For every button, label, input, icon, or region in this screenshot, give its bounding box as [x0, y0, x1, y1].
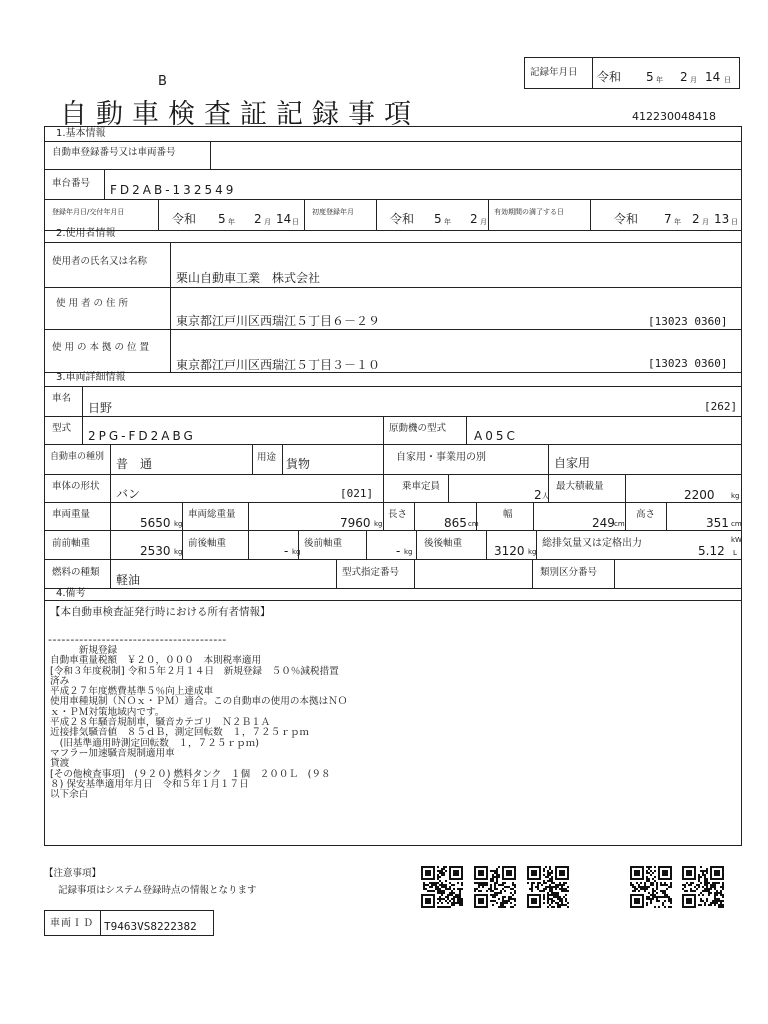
ff-axle: 2530 — [140, 544, 171, 558]
chassis-number: FD2AB-132549 — [110, 183, 237, 197]
remarks-line: 平成２８年騒音規制車，騒音カテゴリ Ｎ２Ｂ１Ａ — [50, 717, 271, 729]
model: 2PG-FD2ABG — [88, 429, 196, 443]
remarks-line: 使用車種規制（ＮＯｘ・ＰＭ）適合。この自動車の使用の本拠はＮＯ — [50, 696, 348, 708]
max-load: 2200 — [684, 488, 715, 502]
length-label: 長さ — [388, 509, 408, 520]
class-label: 類別区分番号 — [540, 567, 598, 578]
expiry-label: 有効期間の満了する日 — [494, 208, 564, 216]
first-reg-era: 令和 — [390, 212, 415, 226]
remarks-line: 以下余白 — [50, 789, 89, 801]
body-code: [021] — [340, 487, 374, 500]
record-date-year: 5 — [646, 70, 654, 84]
qr-code-2-icon — [474, 866, 516, 908]
width: 249 — [592, 516, 615, 530]
section-user: 2.使用者情報 — [56, 228, 116, 239]
maker-code: [262] — [704, 400, 738, 413]
fr-axle: - — [284, 544, 289, 558]
reg-date-label: 登録年月日/交付年月日 — [52, 208, 125, 216]
fr-axle-label: 前後軸重 — [188, 538, 227, 549]
qr-code-3-icon — [527, 866, 569, 908]
weight-label: 車両重量 — [52, 509, 91, 520]
record-date-era: 令和 — [597, 70, 622, 84]
type-designation-label: 型式指定番号 — [342, 567, 400, 578]
user-address: 東京都江戸川区西瑞江５丁目６－２９ — [176, 314, 381, 328]
gross-weight: 7960 — [340, 516, 371, 530]
expiry-era: 令和 — [614, 212, 639, 226]
engine-label: 原動機の型式 — [389, 423, 447, 434]
notes-heading: 【注意事項】 — [44, 868, 102, 879]
qr-code-1-icon — [421, 866, 463, 908]
remarks-dash-line: ---------------------------------------- — [48, 633, 227, 646]
remarks-line: [その他検査事項] (９２０) 燃料タンク １個 ２００Ｌ (９８ — [50, 768, 331, 780]
base-address: 東京都江戸川区西瑞江５丁目３－１０ — [176, 358, 381, 372]
rr-axle-label: 後後軸重 — [424, 538, 463, 549]
use: 貨物 — [286, 457, 311, 471]
fuel-label: 燃料の種類 — [52, 567, 100, 578]
displacement: 5.12 — [698, 544, 725, 558]
section-vehicle: 3.車両詳細情報 — [56, 372, 126, 383]
body-label: 車体の形状 — [52, 481, 100, 492]
remarks-line: 平成２７年度燃費基準５％向上達成車 — [50, 686, 214, 698]
rr-axle: 3120 — [494, 544, 525, 558]
remarks-line: マフラー加速騒音規制適用車 — [50, 747, 175, 759]
record-date-day: 14 — [705, 70, 721, 84]
displacement-label: 総排気量又は定格出力 — [542, 538, 642, 549]
notes-text: 記録事項はシステム登録時点の情報となります — [58, 885, 257, 896]
remarks-line: 新規登録 — [50, 645, 118, 656]
remarks-line: 貸渡 — [50, 758, 70, 770]
fuel-type: 軽油 — [116, 573, 141, 587]
section-remarks: 4.備考 — [56, 588, 86, 599]
kind-label: 自動車の種別 — [50, 452, 105, 462]
remarks-line: 近接排気騒音値 ８５ｄＢ，測定回転数 １，７２５ｒｐｍ — [50, 727, 310, 739]
body-shape: バン — [116, 487, 141, 501]
reg-no-label: 自動車登録番号又は車両番号 — [52, 147, 176, 158]
base-code: [13023 0360] — [648, 357, 728, 370]
remarks-line: 自動車重量税額 ￥２０，０００ 本則税率適用 — [50, 655, 262, 667]
engine-model: A05C — [474, 429, 518, 443]
record-date-month: 2 — [680, 70, 688, 84]
private-label: 自家用・事業用の別 — [396, 452, 486, 463]
capacity: 2 — [534, 488, 542, 502]
rf-axle-label: 後前軸重 — [304, 538, 343, 549]
section-basic: 1.基本情報 — [56, 128, 106, 139]
remarks-line: (旧基準適用時測定回転数 １，７２５ｒｐｍ) — [50, 737, 259, 749]
first-reg-label: 初度登録年月 — [312, 208, 354, 216]
private-use: 自家用 — [554, 456, 591, 470]
maker: 日野 — [88, 401, 113, 415]
height-label: 高さ — [636, 509, 656, 520]
remarks-line: [令和３年度税制] 令和５年２月１４日 新規登録 ５０％減税措置 — [50, 665, 339, 677]
user-address-code: [13023 0360] — [648, 315, 728, 328]
document-title: 自動車検査証記録事項 — [60, 99, 420, 130]
remarks-line: ８) 保安基準適用年月日 令和５年１月１７日 — [50, 778, 249, 790]
user-name-label: 使用者の氏名又は名称 — [52, 256, 148, 267]
capacity-label: 乗車定員 — [402, 481, 441, 492]
width-label: 幅 — [503, 509, 513, 520]
header-letter: B — [158, 74, 167, 89]
gross-label: 車両総重量 — [188, 509, 236, 520]
chassis-label: 車台番号 — [52, 178, 91, 189]
height: 351 — [706, 516, 729, 530]
document-number: 412230048418 — [632, 110, 716, 123]
model-label: 型式 — [52, 423, 72, 434]
use-label: 用途 — [257, 452, 277, 463]
remarks-line: ｘ・ＰＭ対策地域内です。 — [50, 706, 165, 718]
ff-axle-label: 前前軸重 — [52, 538, 91, 549]
vehicle-id-value: T9463VS8222382 — [104, 920, 197, 933]
reg-date-era: 令和 — [172, 212, 197, 226]
max-load-label: 最大積載量 — [556, 481, 604, 492]
user-address-label: 使用者の住所 — [56, 298, 132, 309]
rf-axle: - — [396, 544, 401, 558]
maker-label: 車名 — [52, 393, 72, 404]
user-name: 栗山自動車工業 株式会社 — [176, 271, 321, 285]
qr-code-5-icon — [682, 866, 724, 908]
vehicle-id-label: 車両ＩＤ — [50, 918, 94, 929]
qr-code-4-icon — [630, 866, 672, 908]
length: 865 — [444, 516, 467, 530]
kind: 普 通 — [116, 457, 153, 471]
record-date-label: 記録年月日 — [530, 67, 578, 78]
remarks-text — [50, 646, 380, 800]
owner-heading: 【本自動車検査証発行時における所有者情報】 — [50, 606, 271, 618]
weight: 5650 — [140, 516, 171, 530]
remarks-line: 済み — [50, 675, 70, 687]
base-label: 使用の本拠の位置 — [52, 342, 153, 353]
